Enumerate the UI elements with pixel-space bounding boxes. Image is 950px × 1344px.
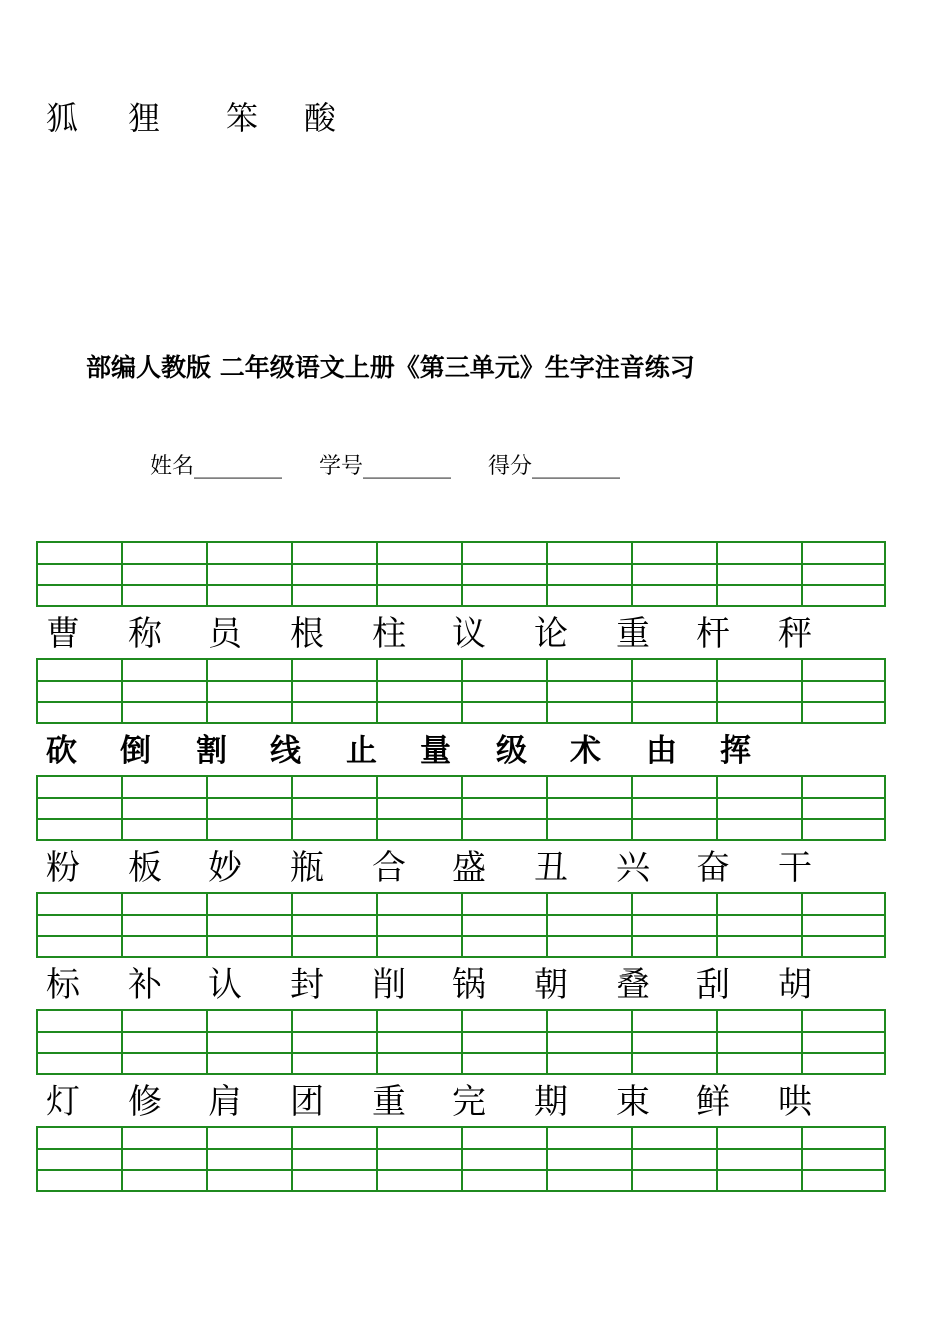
character-cell: 兴 (616, 848, 650, 888)
name-field: 姓名________ (150, 454, 283, 479)
character-cell: 灯 (46, 1082, 80, 1122)
character-cell: 封 (290, 965, 324, 1005)
character-cell: 修 (128, 1082, 162, 1122)
character-cell: 锅 (452, 965, 486, 1005)
character-row (0, 609, 950, 659)
worksheet-title: 部编人教版 二年级语文上册《第三单元》生字注音练习 (86, 353, 695, 382)
top-character: 狐 (46, 99, 79, 137)
character-cell: 砍 (46, 733, 77, 769)
character-cell: 由 (646, 733, 677, 769)
character-cell: 重 (372, 1082, 406, 1122)
character-cell: 板 (128, 848, 162, 888)
character-cell: 瓶 (290, 848, 324, 888)
character-cell: 束 (616, 1082, 650, 1122)
pinyin-grid (36, 658, 886, 724)
character-row (0, 843, 950, 893)
character-cell: 根 (290, 614, 324, 654)
character-cell: 肩 (208, 1082, 242, 1122)
pinyin-grid (36, 1009, 886, 1075)
character-cell: 杆 (696, 614, 730, 654)
character-cell: 期 (534, 1082, 568, 1122)
character-cell: 议 (452, 614, 486, 654)
pinyin-grid (36, 1126, 886, 1192)
character-cell: 级 (496, 733, 527, 769)
character-cell: 秤 (778, 614, 812, 654)
character-cell: 术 (570, 733, 601, 769)
character-cell: 哄 (778, 1082, 812, 1122)
character-cell: 止 (346, 733, 377, 769)
character-cell: 补 (128, 965, 162, 1005)
character-cell: 叠 (616, 965, 650, 1005)
character-cell: 倒 (120, 733, 151, 769)
character-cell: 挥 (720, 733, 751, 769)
student-info (150, 452, 650, 482)
character-cell: 丑 (534, 848, 568, 888)
top-character: 酸 (304, 99, 337, 137)
top-character: 狸 (128, 99, 161, 137)
student-number-field: 学号________ (319, 454, 452, 479)
character-cell: 妙 (208, 848, 242, 888)
character-cell: 奋 (696, 848, 730, 888)
character-cell: 认 (208, 965, 242, 1005)
character-row (0, 1077, 950, 1127)
character-cell: 柱 (372, 614, 406, 654)
character-row (0, 960, 950, 1010)
character-cell: 量 (420, 733, 451, 769)
top-character-line (0, 96, 950, 140)
character-cell: 称 (128, 614, 162, 654)
character-cell: 完 (452, 1082, 486, 1122)
pinyin-grid (36, 775, 886, 841)
character-cell: 线 (270, 733, 301, 769)
character-cell: 曹 (46, 614, 80, 654)
character-cell: 合 (372, 848, 406, 888)
character-cell: 刮 (696, 965, 730, 1005)
character-cell: 粉 (46, 848, 80, 888)
character-cell: 重 (616, 614, 650, 654)
character-cell: 割 (196, 733, 227, 769)
character-cell: 鲜 (696, 1082, 730, 1122)
character-cell: 胡 (778, 965, 812, 1005)
score-field: 得分________ (488, 454, 621, 479)
character-cell: 员 (208, 614, 242, 654)
character-cell: 论 (534, 614, 568, 654)
character-row (0, 726, 950, 776)
character-cell: 标 (46, 965, 80, 1005)
character-cell: 盛 (452, 848, 486, 888)
top-character: 笨 (226, 99, 259, 137)
character-cell: 朝 (534, 965, 568, 1005)
character-cell: 削 (372, 965, 406, 1005)
pinyin-grid (36, 541, 886, 607)
character-cell: 团 (290, 1082, 324, 1122)
pinyin-grid (36, 892, 886, 958)
character-cell: 干 (778, 848, 812, 888)
